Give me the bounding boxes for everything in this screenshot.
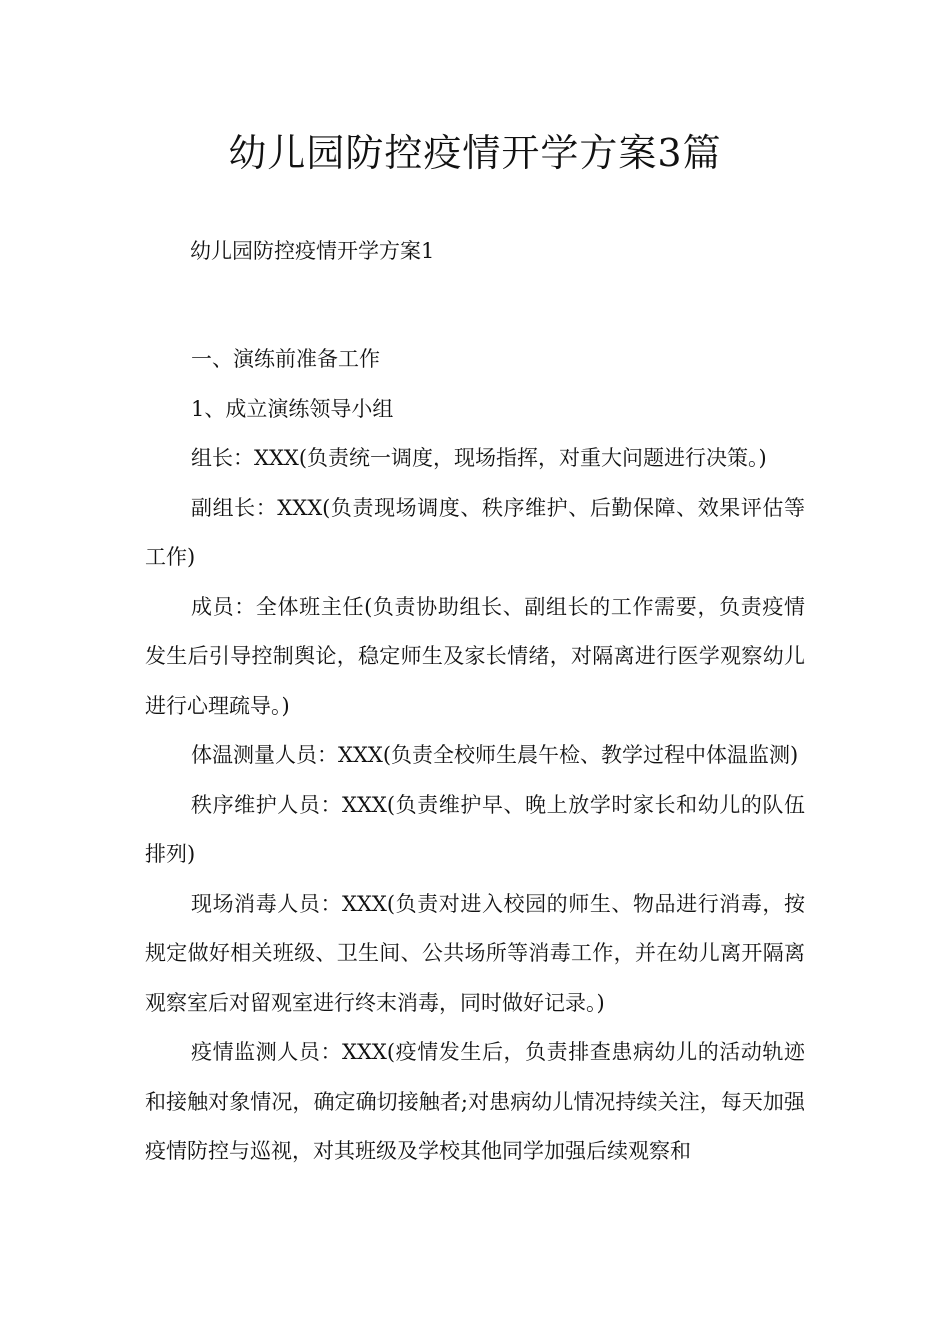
document-subtitle: 幼儿园防控疫情开学方案1 (190, 239, 435, 263)
paragraph-members: 成员：全体班主任(负责协助组长、副组长的工作需要，负责疫情发生后引导控制舆论，稳定师生及家长情绪，对隔离进行医学观察幼儿进行心理疏导。) (145, 594, 805, 718)
paragraph-deputy-leader: 副组长：XXX(负责现场调度、秩序维护、后勤保障、效果评估等工作) (145, 495, 805, 569)
subsection-heading: 1、成立演练领导小组 (191, 396, 394, 421)
paragraph-disinfection-staff: 现场消毒人员：XXX(负责对进入校园的师生、物品进行消毒，按规定做好相关班级、卫生间、公共场所等消毒工作，并在幼儿离开隔离观察室后对留观室进行终末消毒，同时做好记录。) (145, 891, 805, 1015)
document-title: 幼儿园防控疫情开学方案3篇 (228, 131, 722, 175)
paragraph-temperature-staff: 体温测量人员：XXX(负责全校师生晨午检、教学过程中体温监测) (191, 743, 799, 767)
section-heading: 一、演练前准备工作 (191, 347, 380, 371)
paragraph-order-staff: 秩序维护人员：XXX(负责维护早、晚上放学时家长和幼儿的队伍排列) (145, 792, 805, 866)
document-body (145, 335, 805, 1177)
paragraph-team-leader: 组长：XXX(负责统一调度，现场指挥，对重大问题进行决策。) (191, 446, 767, 470)
paragraph-monitoring-staff: 疫情监测人员：XXX(疫情发生后，负责排查患病幼儿的活动轨迹和接触对象情况，确定确切接触者;对患病幼儿情况持续关注，每天加强疫情防控与巡视，对其班级及学校其他同学加强后续观察和 (145, 1040, 805, 1163)
